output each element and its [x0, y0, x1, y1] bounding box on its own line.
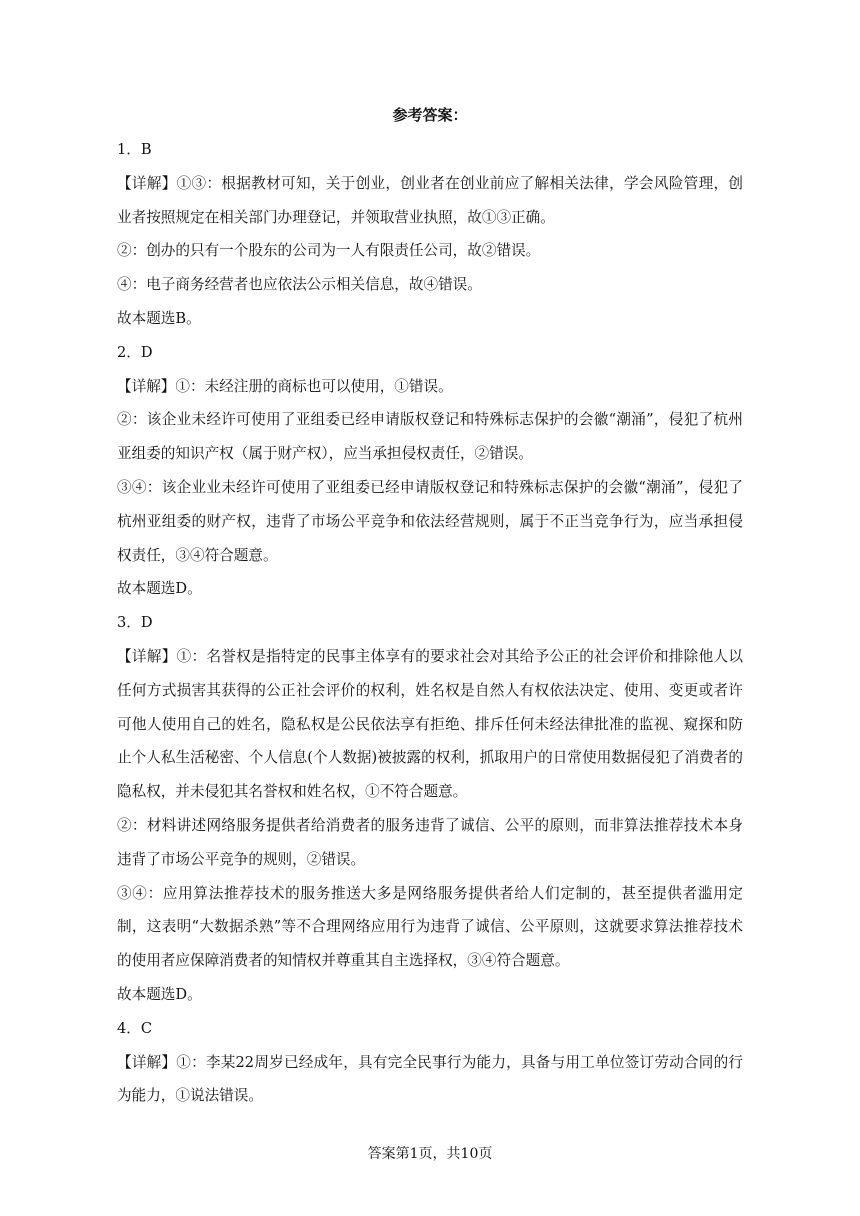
answer-2-point-2: ②：该企业未经许可使用了亚组委已经申请版权登记和特殊标志保护的会徽“潮涌”，侵犯了杭州亚组委的知识产权（属于财产权），应当承担侵权责任，②错误。 [117, 411, 743, 463]
answer-2-conclusion: 故本题选D。 [117, 580, 202, 598]
answer-content [117, 133, 743, 1113]
answer-2-explanation: 【详解】①：未经注册的商标也可以使用，①错误。 [117, 377, 453, 395]
page-title: 参考答案： [392, 106, 468, 124]
page-footer: 答案第1页，共10页 [367, 1146, 493, 1162]
answer-1-label: 1．B [117, 141, 152, 158]
answer-1-point-4: ④：电子商务经营者也应依法公示相关信息，故④错误。 [117, 276, 482, 294]
answer-2-label: 2．D [117, 343, 153, 361]
answer-3-point-34: ③④：应用算法推荐技术的服务推送大多是网络服务提供者给人们定制的，甚至提供者滥用定制，这表明“大数据杀熟”等不合理网络应用行为违背了诚信、公平原则，这就要求算法推荐技术的使用者应保障消费者的知情权并尊重其自主选择权，③④符合题意。 [117, 884, 743, 970]
answer-1-conclusion: 故本题选B。 [117, 309, 201, 327]
answer-1-explanation: 【详解】①③：根据教材可知，关于创业，创业者在创业前应了解相关法律，学会风险管理，创业者按照规定在相关部门办理登记，并领取营业执照，故①③正确。 [117, 174, 743, 226]
answer-1-point-2: ②：创办的只有一个股东的公司为一人有限责任公司，故②错误。 [117, 242, 541, 260]
answer-3-point-2: ②：材料讲述网络服务提供者给消费者的服务违背了诚信、公平的原则，而非算法推荐技术本身违背了市场公平竞争的规则，②错误。 [117, 816, 743, 868]
answer-4-explanation: 【详解】①：李某22周岁已经成年，具有完全民事行为能力，具备与用工单位签订劳动合同的行为能力，①说法错误。 [117, 1053, 743, 1105]
answer-3-explanation: 【详解】①：名誉权是指特定的民事主体享有的要求社会对其给予公正的社会评价和排除他人以任何方式损害其获得的公正社会评价的权利，姓名权是自然人有权依法决定、使用、变更或者许可他人使用自己的姓名，隐私权是公民依法享有拒绝、排斥任何未经法律批准的监视、窥探和防止个人私生活秘密、个人信息(个人数据)被披露的权利，抓取用户的日常使用数据侵犯了消费者的隐私权，并未侵犯其名誉权和姓名权，①不符合题意。 [117, 647, 743, 801]
answer-2-point-34: ③④：该企业业未经许可使用了亚组委已经申请版权登记和特殊标志保护的会徽“潮涌”，侵犯了杭州亚组委的财产权，违背了市场公平竞争和依法经营规则，属于不正当竞争行为，应当承担侵权责任，③④符合题意。 [117, 478, 743, 564]
answer-3-conclusion: 故本题选D。 [117, 985, 202, 1003]
answer-4-label: 4．C [117, 1019, 153, 1037]
answer-3-label: 3．D [117, 614, 153, 632]
